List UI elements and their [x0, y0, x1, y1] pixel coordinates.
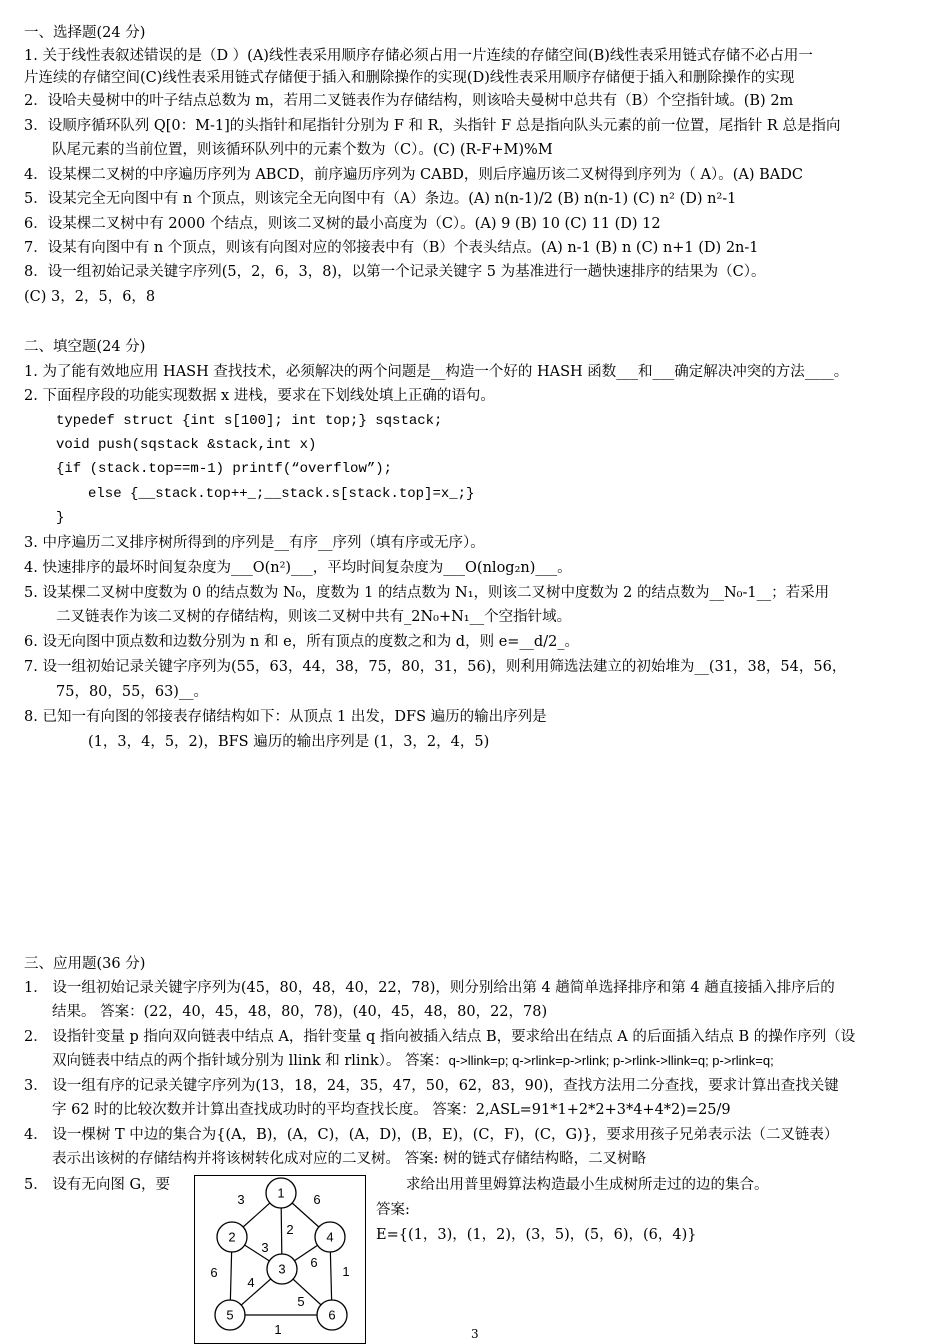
- app-5-lead: 5． 设有无向图 G，要: [24, 1177, 171, 1193]
- question-8-answer: (C) 3，2，5，6，8: [24, 289, 156, 305]
- code-line-5: }: [56, 510, 65, 526]
- node-2-label: 2: [228, 1229, 236, 1245]
- question-7: 7．设某有向图中有 n 个顶点，则该有向图对应的邻接表中有（B）个表头结点。(A) n-1 (B) n (C) n+1 (D) 2n-1: [24, 240, 759, 256]
- app-4-line1: 4． 设一棵树 T 中边的集合为{(A，B)，(A，C)，(A，D)，(B，E)，(C，F)，(C，G)}，要求用孩子兄弟表示法（二叉链表）: [24, 1127, 839, 1143]
- fill-1: 1. 为了能有效地应用 HASH 查找技术，必须解决的两个问题是__构造一个好的 HASH 函数___和___确定解决冲突的方法____。: [24, 364, 849, 380]
- question-8: 8．设一组初始记录关键字序列(5，2，6，3，8)，以第一个记录关键字 5 为基准进行一趟快速排序的结果为（C）。: [24, 264, 766, 280]
- question-6: 6．设某棵二叉树中有 2000 个结点，则该二叉树的最小高度为（C）。(A) 9 (B) 10 (C) 11 (D) 12: [24, 216, 661, 232]
- app-3-line1: 3． 设一组有序的记录关键字序列为(13，18，24，35，47，50，62，83，90)，查找方法用二分查找，要求计算出查找关键: [24, 1078, 839, 1094]
- node-1-label: 1: [277, 1185, 285, 1201]
- question-5: 5．设某完全无向图中有 n 个顶点，则该完全无向图中有（A）条边。(A) n(n-1)/2 (B) n(n-1) (C) n² (D) n²-1: [24, 191, 737, 207]
- fill-7-line2: 75，80，55，63)__。: [56, 684, 208, 700]
- code-line-4: else {__stack.top++_;__stack.s[stack.top]=x_;}: [88, 486, 475, 502]
- weight-4-3: 6: [310, 1255, 318, 1270]
- section3-title: 三、应用题(36 分): [24, 956, 146, 972]
- question-2: 2．设哈夫曼树中的叶子结点总数为 m，若用二叉链表作为存储结构，则该哈夫曼树中总共有（B）个空指针域。(B) 2m: [24, 93, 794, 109]
- weight-2-3: 3: [261, 1240, 269, 1255]
- app-2-answer: q->llink=p; q->rlink=p->rlink; p->rlink->llink=q; p->rlink=q;: [448, 1053, 774, 1068]
- fill-8-line2: (1，3，4，5，2)，BFS 遍历的输出序列是 (1，3，2，4，5): [88, 734, 490, 750]
- page-number: 3: [471, 1327, 479, 1341]
- fill-7-line1: 7. 设一组初始记录关键字序列为(55，63，44，38，75，80，31，56)，则利用筛选法建立的初始堆为__(31，38，54，56，: [24, 659, 847, 675]
- weight-3-6: 5: [297, 1294, 305, 1309]
- weight-3-5: 4: [247, 1275, 255, 1290]
- node-3-label: 3: [278, 1261, 286, 1277]
- fill-4: 4. 快速排序的最坏时间复杂度为___O(n²)___，平均时间复杂度为___O(nlog₂n)___。: [24, 560, 572, 576]
- weight-1-4: 6: [313, 1192, 321, 1207]
- app-2-line1: 2． 设指针变量 p 指向双向链表中结点 A，指针变量 q 指向被插入结点 B，要求给出在结点 A 的后面插入结点 B 的操作序列（设: [24, 1029, 856, 1045]
- fill-5-line1: 5. 设某棵二叉树中度数为 0 的结点数为 N₀，度数为 1 的结点数为 N₁，则该二叉树中度数为 2 的结点数为__N₀-1__；若采用: [24, 585, 830, 601]
- app-5-rest: 求给出用普里姆算法构造最小生成树所走过的边的集合。: [406, 1177, 769, 1193]
- app-4-line2: 表示出该树的存储结构并将该树转化成对应的二叉树。 答案: 树的链式存储结构略，二叉树略: [52, 1151, 647, 1167]
- app-1-line2: 结果。 答案：(22，40，45，48，80，78)，(40，45，48，80，22，78): [52, 1004, 548, 1020]
- fill-3: 3. 中序遍历二叉排序树所得到的序列是__有序__序列（填有序或无序）。: [24, 535, 485, 551]
- weight-1-2: 3: [237, 1192, 245, 1207]
- question-1-line1: 1. 关于线性表叙述错误的是（D ）(A)线性表采用顺序存储必须占用一片连续的存储空间(B)线性表采用链式存储不必占用一: [24, 48, 813, 64]
- graph-nodes: [215, 1178, 350, 1330]
- question-4: 4．设某棵二叉树的中序遍历序列为 ABCD，前序遍历序列为 CABD，则后序遍历该二叉树得到序列为（ A）。(A) BADC: [24, 167, 803, 183]
- app-3-line2: 字 62 时的比较次数并计算出查找成功时的平均查找长度。 答案：2,ASL=91*1+2*2+3*4+4*2)=25/9: [52, 1102, 731, 1118]
- code-line-3: {if (stack.top==m-1) printf(“overflow”);: [56, 461, 393, 477]
- fill-5-line2: 二叉链表作为该二叉树的存储结构，则该二叉树中共有_2N₀+N₁__个空指针域。: [56, 609, 572, 625]
- code-line-2: void push(sqstack &stack,int x): [56, 437, 317, 453]
- fill-8-line1: 8. 已知一有向图的邻接表存储结构如下：从顶点 1 出发，DFS 遍历的输出序列是: [24, 709, 547, 725]
- app-2-question-text: 双向链表中结点的两个指针域分别为 llink 和 rlink）。 答案：: [52, 1053, 449, 1069]
- weight-5-6: 1: [274, 1322, 282, 1337]
- app-5-answer: E={(1，3)，(1，2)，(3，5)，(5，6)，(6，4)}: [376, 1227, 697, 1243]
- weight-2-5: 6: [210, 1265, 218, 1280]
- question-1-line2: 片连续的存储空间(C)线性表采用链式存储便于插入和删除操作的实现(D)线性表采用顺序存储便于插入和删除操作的实现: [24, 70, 795, 86]
- section2-title: 二、填空题(24 分): [24, 339, 146, 355]
- fill-2: 2. 下面程序段的功能实现数据 x 进栈，要求在下划线处填上正确的语句。: [24, 388, 495, 404]
- section1-title: 一、选择题(24 分): [24, 25, 146, 41]
- code-line-1: typedef struct {int s[100]; int top;} sqstack;: [56, 413, 443, 429]
- weight-4-6: 1: [342, 1264, 350, 1279]
- app-2-line2: [52, 1050, 774, 1072]
- question-3-line1: 3．设顺序循环队列 Q[0：M-1]的头指针和尾指针分别为 F 和 R，头指针 F 总是指向队头元素的前一位置，尾指针 R 总是指向: [24, 118, 841, 134]
- node-5-label: 5: [226, 1307, 234, 1323]
- app-5-answer-label: 答案:: [376, 1202, 410, 1218]
- weight-1-3: 2: [286, 1222, 294, 1237]
- weighted-graph-figure: [194, 1175, 366, 1344]
- node-6-label: 6: [328, 1307, 336, 1323]
- node-4-label: 4: [326, 1229, 334, 1245]
- fill-6: 6. 设无向图中顶点数和边数分别为 n 和 e，所有顶点的度数之和为 d，则 e=__d/2_。: [24, 634, 580, 650]
- app-1-line1: 1． 设一组初始记录关键字序列为(45，80，48，40，22，78)，则分别给出第 4 趟简单选择排序和第 4 趟直接插入排序后的: [24, 980, 835, 996]
- question-3-line2: 队尾元素的当前位置，则该循环队列中的元素个数为（C）。(C) (R-F+M)%M: [52, 142, 553, 158]
